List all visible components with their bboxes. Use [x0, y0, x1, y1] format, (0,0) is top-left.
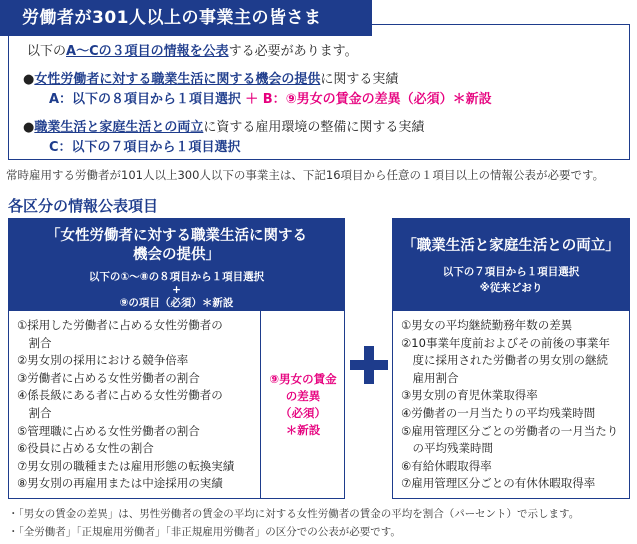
list-item: ④係長級にある者に占める女性労働者の [17, 388, 223, 403]
left-panel-sub-1: 以下の①〜⑧の８項目から１項目選択 [88, 271, 265, 283]
list-item: ⑥役員に占める女性の割合 [17, 441, 154, 456]
item2-line [23, 119, 424, 137]
list-item: の平均残業時間 [401, 441, 493, 456]
left-panel-header [9, 219, 344, 311]
item1-heading: 女性労働者に対する職業生活に関する機会の提供 [34, 72, 321, 87]
list-item: 度に採用された労働者の男女別の継続 [401, 353, 608, 368]
item1-line [23, 71, 398, 89]
item1-sub-a: A：以下の８項目から１項目選択 [49, 92, 242, 107]
left-panel [8, 218, 345, 499]
left-panel-title-1: 「女性労働者に対する職業生活に関する [46, 228, 307, 244]
summary-box [8, 24, 630, 160]
required-item-box [263, 311, 343, 498]
footnote-2: ・「全労働者」「正規雇用労働者」「非正規雇用労働者」の区分での公表が必要です。 [8, 526, 401, 538]
item2-sub-line [49, 139, 241, 157]
left-panel-list [9, 311, 261, 498]
right-panel-sub-1: 以下の７項目から１項目選択 [442, 266, 580, 278]
section-title: 各区分の情報公表項目 [8, 197, 159, 215]
page-banner: 労働者が301人以上の事業主の皆さま [0, 0, 372, 36]
footnote-1: ・「男女の賃金の差異」は、男性労働者の賃金の平均に対する女性労働者の賃金の平均を割合（パーセント）で示します。 [8, 508, 580, 520]
list-item: 割合 [17, 335, 52, 350]
bullet-icon: ● [23, 72, 35, 87]
plus-icon [350, 346, 388, 384]
intro-text-end: する必要があります。 [228, 44, 358, 59]
list-item: ①採用した労働者に占める女性労働者の [17, 318, 223, 332]
list-item: ⑤管理職に占める女性労働者の割合 [17, 423, 200, 438]
list-item: 割合 [17, 405, 52, 420]
item1-tail: に関する実績 [320, 72, 399, 87]
item1-sub-line [49, 91, 492, 109]
right-panel-list [393, 311, 629, 493]
list-item: ⑤雇用管理区分ごとの労働者の一月当たり [401, 423, 619, 438]
list-item: ③男女別の育児休業取得率 [401, 388, 538, 403]
list-item: ②10事業年度前およびその前後の事業年 [401, 335, 610, 350]
right-panel-header [393, 219, 629, 311]
list-item: ①男女の平均継続勤務年数の差異 [401, 318, 573, 332]
list-item: ⑦雇用管理区分ごとの有休休暇取得率 [401, 476, 596, 491]
required-item-line: ＊新設 [285, 422, 321, 437]
bullet-icon: ● [23, 120, 35, 135]
intro-emphasis: A〜Cの３項目の情報を公表 [66, 44, 229, 59]
right-panel-sub-2: ※従来どおり [479, 282, 543, 294]
left-panel-sub-2: + [172, 284, 181, 296]
right-panel [392, 218, 630, 499]
scope-note: 常時雇用する労働者が101人以上300人以下の事業主は、下記16項目から任意の１項目以上の情報公表が必要です。 [6, 168, 605, 182]
required-item-line: の差異 [285, 388, 321, 403]
list-item: ⑧男女別の再雇用または中途採用の実績 [17, 476, 223, 491]
item2-tail: に資する雇用環境の整備に関する実績 [203, 120, 425, 135]
item2-heading: 職業生活と家庭生活との両立 [34, 120, 204, 135]
list-item: 雇用割合 [401, 370, 459, 385]
required-item-line: ⑨男女の賃金 [269, 371, 337, 386]
item2-sub-c: C：以下の７項目から１項目選択 [49, 140, 241, 155]
left-panel-sub-3: ⑨の項目（必須）＊新設 [119, 297, 234, 309]
intro-text: 以下の [27, 44, 67, 59]
list-item: ③労働者に占める女性労働者の割合 [17, 370, 200, 385]
intro-line [27, 43, 358, 61]
list-item: ⑦男女別の職種または雇用形態の転換実績 [17, 458, 235, 473]
list-item: ④労働者の一月当たりの平均残業時間 [401, 405, 596, 420]
left-panel-title-2: 機会の提供」 [133, 247, 220, 263]
right-panel-title: 「職業生活と家庭生活との両立」 [402, 238, 620, 254]
list-item: ②男女別の採用における競争倍率 [17, 353, 189, 368]
list-item: ⑥有給休暇取得率 [401, 458, 492, 473]
required-item-line: （必須） [280, 405, 326, 420]
item1-sub-b: ＋ B：⑨男女の賃金の差異（必須）＊新設 [245, 92, 492, 107]
